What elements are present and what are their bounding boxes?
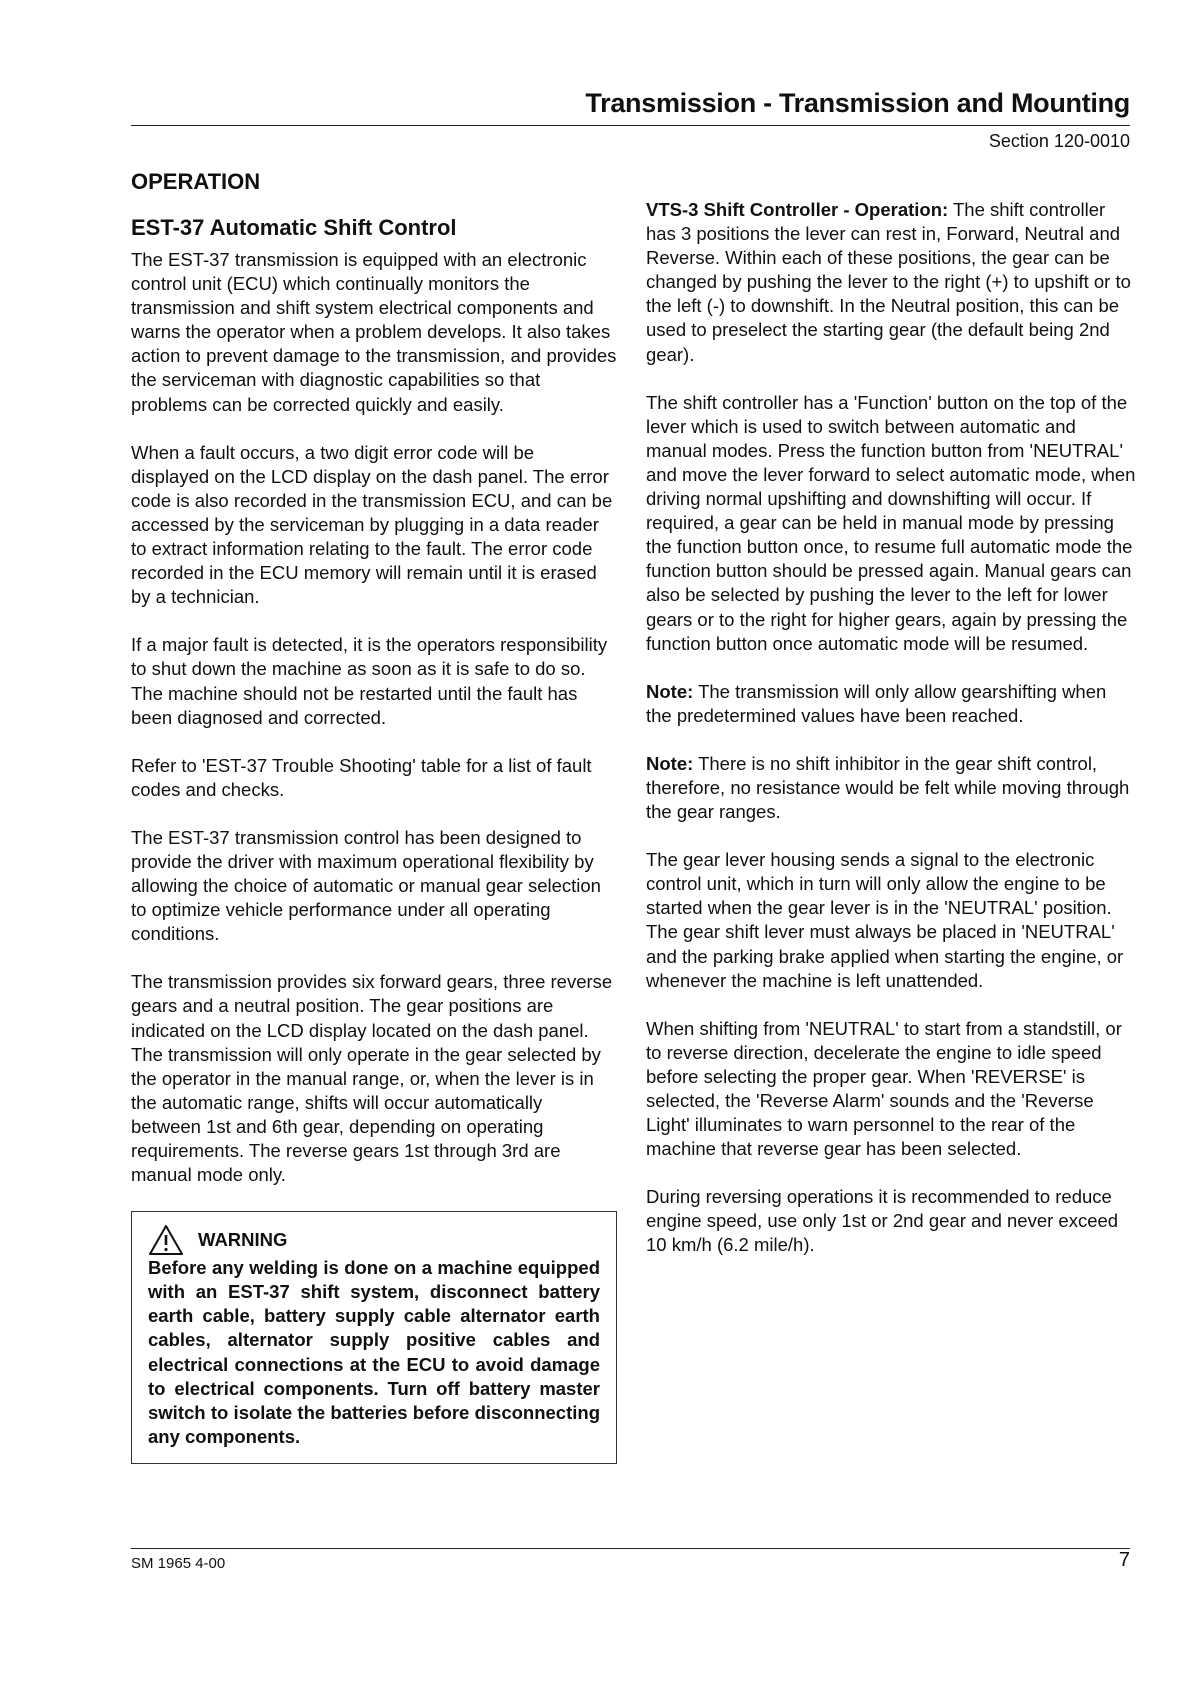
paragraph: The shift controller has a 'Function' button on the top of the lever which is used to switch between automatic and manual modes. Press the function button from 'NEUTRAL' and move the lever forward to select automatic mode, when driving normal upshifting and downshifting will occur. If required, a gear can be held in manual mode by pressing the function button once, to resume full automatic mode the function button should be pressed again. Manual gears can also be selected by pushing the lever to the left for lower gears or to the right for higher gears, again by pressing the function button once automatic mode will be resumed. <box>646 391 1136 654</box>
header-divider <box>131 125 1130 126</box>
note-label: Note: <box>646 752 694 774</box>
warning-header <box>148 1224 600 1256</box>
paragraph: If a major fault is detected, it is the operators responsibility to shut down the machine as soon as it is safe to do so. The machine should not be restarted until the fault has been diagnosed and corrected. <box>131 634 608 728</box>
paragraph-text: The shift controller has 3 positions the lever can rest in, Forward, Neutral and Reverse. Within each of these positions, the gear can be changed by pushing the lever to the right (+) to upshift or to the left (-) to downshift. In the Neutral position, this can be used to preselect the starting gear (the default being 2nd gear). <box>646 199 1131 365</box>
est37-heading: EST-37 Automatic Shift Control <box>131 215 457 240</box>
warning-title: WARNING <box>198 1229 288 1251</box>
note <box>646 752 1136 824</box>
page-title: Transmission - Transmission and Mounting <box>585 88 1130 118</box>
document-code: SM 1965 4-00 <box>131 1555 226 1572</box>
note-text: There is no shift inhibitor in the gear shift control, therefore, no resistance would be felt while moving through the gear ranges. <box>646 752 1130 823</box>
paragraph <box>646 198 1136 367</box>
paragraph: The EST-37 transmission control has been designed to provide the driver with maximum operational flexibility by allowing the choice of automatic or manual gear selection to optimize vehicle performance under all operating conditions. <box>131 826 601 945</box>
paragraph: The gear lever housing sends a signal to the electronic control unit, which in turn will only allow the engine to be started when the gear lever is in the 'NEUTRAL' position. The gear shift lever must always be placed in 'NEUTRAL' and the parking brake applied when starting the engine, or whenever the machine is left unattended. <box>646 849 1124 991</box>
right-column <box>646 198 1136 1282</box>
paragraph: When a fault occurs, a two digit error code will be displayed on the LCD display on the dash panel. The error code is also recorded in the transmission ECU, and can be accessed by the serviceman by plugging in a data reader to extract information relating to the fault. The error code recorded in the ECU memory will remain until it is erased by a technician. <box>131 441 613 608</box>
warning-box <box>131 1211 617 1464</box>
note-label: Note: <box>646 680 694 702</box>
section-number: Section 120-0010 <box>988 131 1130 151</box>
paragraph: The transmission provides six forward gears, three reverse gears and a neutral position. The gear positions are indicated on the LCD display located on the dash panel. The transmission will only operate in the gear selected by the operator in the manual range, or, when the lever is in the automatic range, shifts will occur automatically between 1st and 6th gear, depending on operating requirements. The reverse gears 1st through 3rd are manual mode only. <box>131 971 613 1186</box>
paragraph: Refer to 'EST-37 Trouble Shooting' table for a list of fault codes and checks. <box>131 754 592 800</box>
paragraph: When shifting from 'NEUTRAL' to start from a standstill, or to reverse direction, decelerate the engine to idle speed before selecting the proper gear. When 'REVERSE' is selected, the 'Reverse Alarm' sounds and the 'Reverse Light' illuminates to warn personnel to the rear of the machine that reverse gear has been selected. <box>646 1017 1122 1160</box>
page-number: 7 <box>1118 1549 1130 1571</box>
note <box>646 680 1136 728</box>
paragraph: During reversing operations it is recommended to reduce engine speed, use only 1st or 2nd gear and never exceed 10 km/h (6.2 mile/h). <box>646 1186 1119 1256</box>
operation-heading: OPERATION <box>131 169 261 194</box>
paragraph: The EST-37 transmission is equipped with an electronic control unit (ECU) which continually monitors the transmission and shift system electrical components and warns the operator when a problem develops. It also takes action to prevent damage to the transmission, and provides the serviceman with diagnostic capabilities so that problems can be corrected quickly and easily. <box>131 249 617 415</box>
left-column <box>131 168 617 1464</box>
paragraph-lead: VTS-3 Shift Controller - Operation: <box>646 199 949 220</box>
warning-triangle-icon <box>148 1224 184 1256</box>
note-text: The transmission will only allow gearshifting when the predetermined values have been reached. <box>646 680 1107 726</box>
footer-divider <box>131 1548 1130 1549</box>
warning-text: Before any welding is done on a machine equipped with an EST-37 shift system, disconnect battery earth cable, battery supply cable alternator earth cables, alternator supply positive cables and electrical connections at the ECU to avoid damage to electrical components. Turn off battery master switch to isolate the batteries before disconnecting any components. <box>148 1257 600 1447</box>
